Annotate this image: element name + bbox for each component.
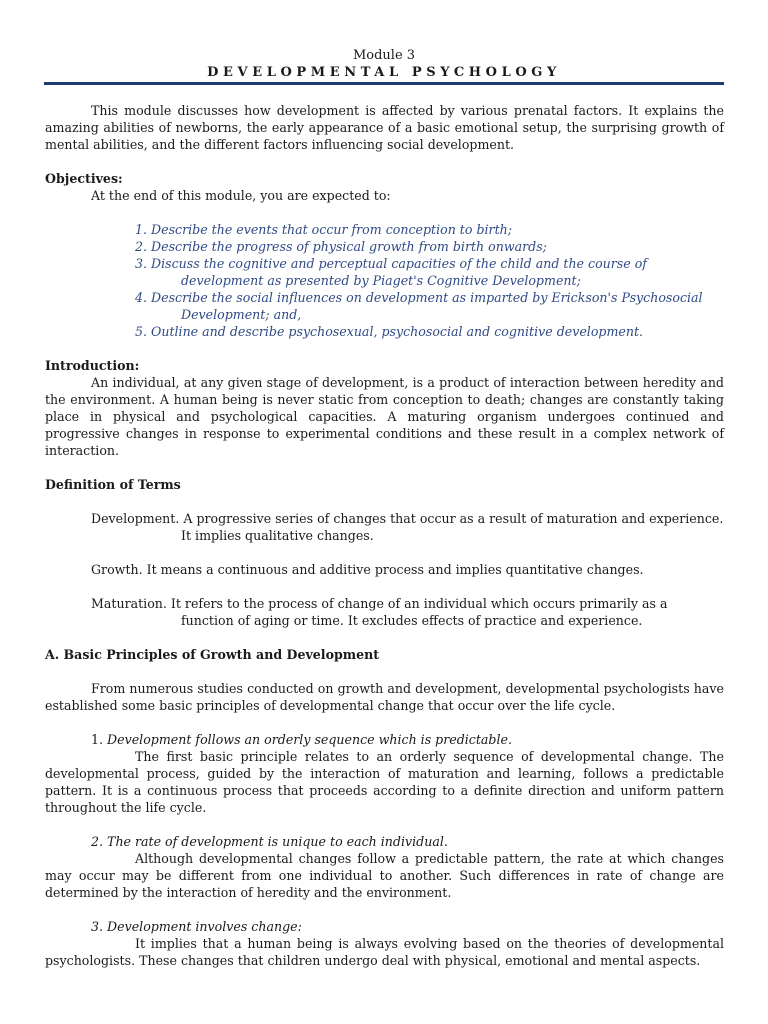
objectives-heading: Objectives: [45,171,123,186]
principle-number: 2. [91,834,104,849]
definition-development: Development. A progressive series of changes that occur as a result of maturation and experience. It implies qualitative changes. [91,511,724,543]
principle-3-title [45,918,724,935]
definitions-heading: Definition of Terms [45,477,181,492]
objective-item: 5. Outline and describe psychosexual, psychosocial and cognitive development. [135,324,644,339]
principle-number: 3. [91,919,104,934]
introduction-heading: Introduction: [45,358,140,373]
principle-3-body: It implies that a human being is always evolving based on the theories of developmental psychologists. These changes that children undergo deal with physical, emotional and mental aspects. [45,936,724,968]
title-rule [44,82,724,85]
principle-title: The rate of development is unique to each individual. [107,834,448,849]
section-a-heading: A. Basic Principles of Growth and Development [45,647,380,662]
principle-1-body: The first basic principle relates to an orderly sequence of developmental change. The developmental process, guided by the interaction of maturation and learning, follows a predictable pattern. It is a continuous process that proceeds according to a definite direction and uniform pattern throughout the life cycle. [45,749,724,815]
principle-2-body: Although developmental changes follow a predictable pattern, the rate at which changes may occur may be different from one individual to another. Such differences in rate of change are determined by the interaction of heredity and the environment. [45,851,724,900]
definition-maturation: Maturation. It refers to the process of change of an individual which occurs primarily as a function of aging or time. It excludes effects of practice and experience. [91,596,668,628]
objective-item: 4. Describe the social influences on development as imparted by Erickson's Psychosocial Development; and, [135,290,703,322]
objective-item: 1. Describe the events that occur from conception to birth; [135,222,512,237]
definition-growth: Growth. It means a continuous and additive process and implies quantitative changes. [91,562,644,577]
intro-paragraph: This module discusses how development is affected by various prenatal factors. It explains the amazing abilities of newborns, the early appearance of a basic emotional setup, the surprising growth of mental abilities, and the different factors influencing social development. [45,103,724,152]
objective-item: 2. Describe the progress of physical growth from birth onwards; [135,239,547,254]
objectives-lead: At the end of this module, you are expected to: [91,188,391,203]
principle-number: 1. [91,732,104,747]
principle-1-title [45,731,724,748]
objective-item: 3. Discuss the cognitive and perceptual capacities of the child and the course of development as presented by Piaget's Cognitive Development; [135,256,647,288]
principle-2-title [45,833,724,850]
objectives-list [45,221,724,340]
introduction-body: An individual, at any given stage of development, is a product of interaction between heredity and the environment. A human being is never static from conception to death; changes are constantly taking place in physical and psychological capacities. A maturing organism undergoes continued and progressive changes in response to experimental conditions and these result in a complex network of interaction. [45,375,724,458]
document-title: DEVELOPMENTAL PSYCHOLOGY [207,65,561,80]
document-body [45,102,724,969]
module-label: Module 3 [352,48,416,63]
principle-title: Development involves change: [107,919,302,934]
section-a-intro: From numerous studies conducted on growth and development, developmental psychologists have established some basic principles of developmental change that occur over the life cycle. [45,681,724,713]
principle-title: Development follows an orderly sequence which is predictable. [107,732,512,747]
